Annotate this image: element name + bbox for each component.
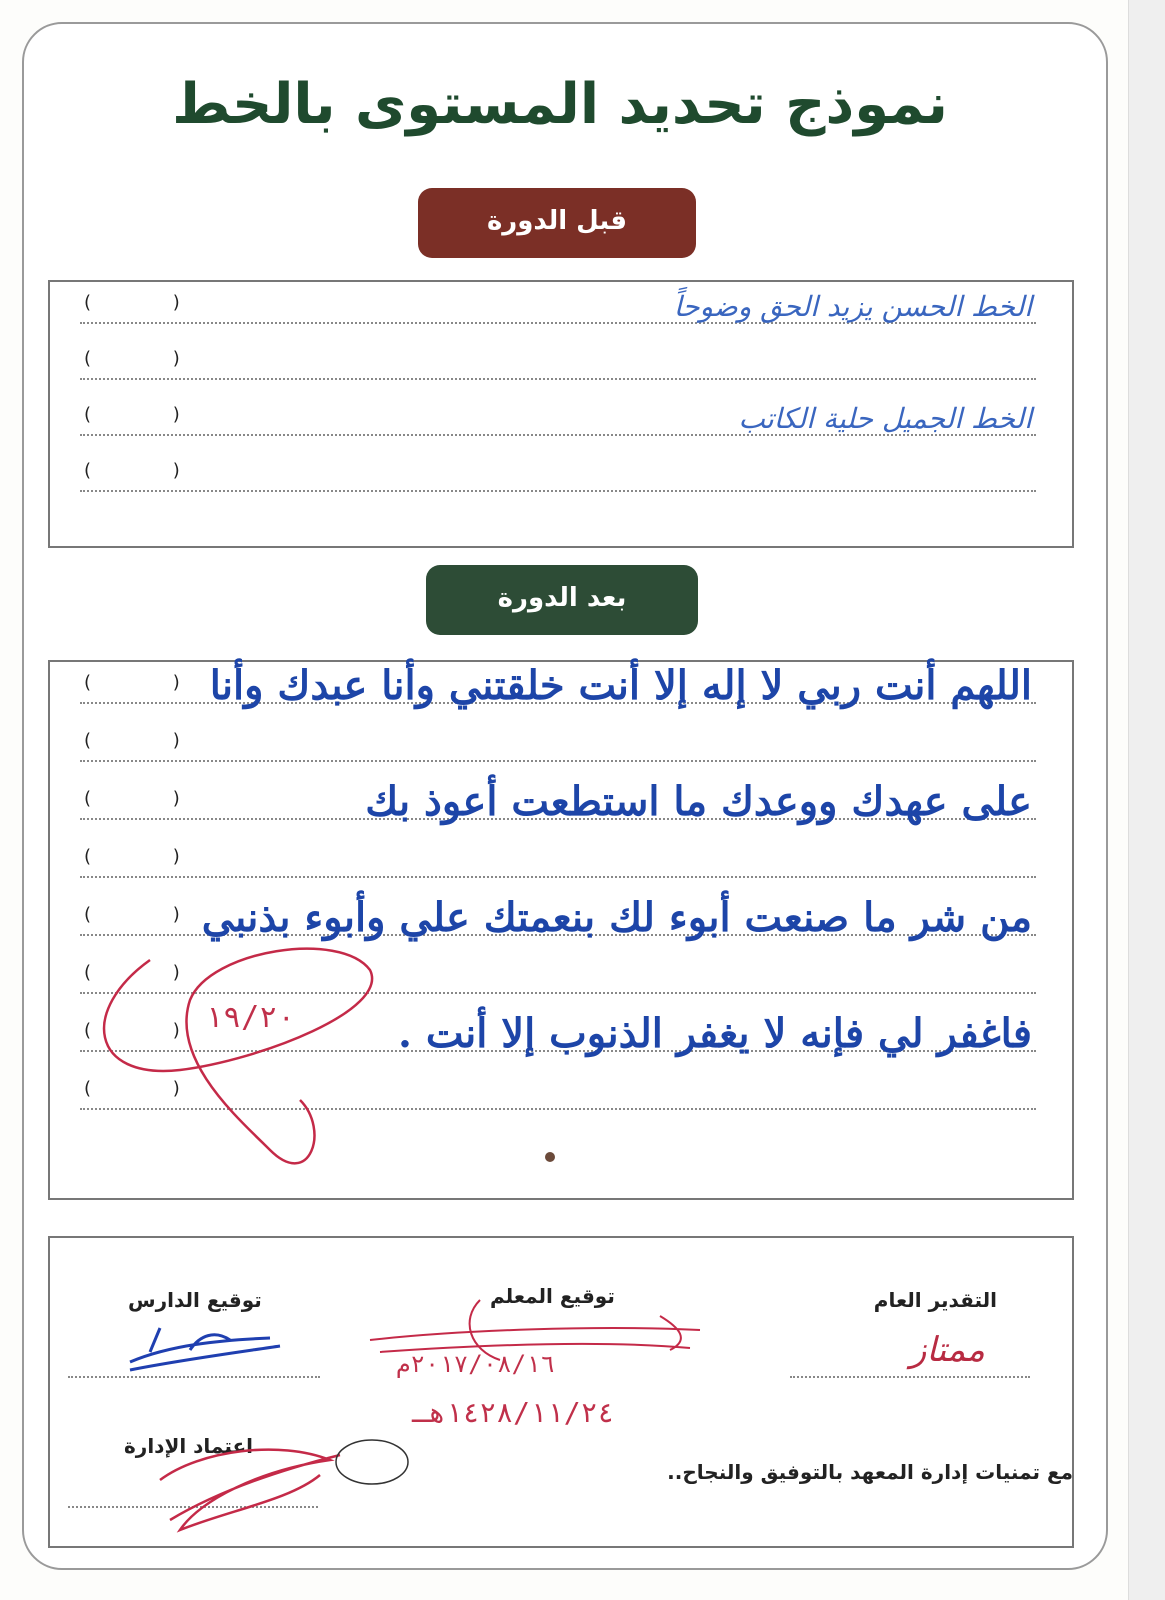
wishes-text: مع تمنيات إدارة المعهد بالتوفيق والنجاح.. [667, 1460, 1073, 1484]
ink-dot-icon [545, 1152, 555, 1162]
handwritten-line: فاغفر لي فإنه لا يغفر الذنوب إلا أنت . [397, 1010, 1032, 1057]
score-paren: ( ) [84, 1078, 218, 1099]
handwritten-line: الخط الحسن يزيد الحق وضوحاً [673, 290, 1032, 323]
after-course-badge: بعد الدورة [426, 565, 698, 635]
grade-mark: ١٩/٢٠ [205, 1000, 296, 1035]
score-paren: ( ) [84, 404, 218, 425]
score-paren: ( ) [84, 292, 218, 313]
score-paren: ( ) [84, 460, 218, 481]
handwritten-line: اللهم أنت ربي لا إله إلا أنت خلقتني وأنا عبدك وأنا [209, 662, 1032, 709]
admin-approval-label: اعتماد الإدارة [124, 1434, 254, 1458]
score-paren: ( ) [84, 904, 218, 925]
score-paren: ( ) [84, 730, 218, 751]
date-gregorian: ٢٠١٧/٠٨/١٦م [396, 1350, 555, 1378]
page-title: نموذج تحديد المستوى بالخط [172, 72, 948, 137]
teacher-mark-icon [104, 949, 372, 1164]
teacher-signature-icon [370, 1300, 700, 1360]
score-paren: ( ) [84, 1020, 218, 1041]
grade-value: ممتاز [910, 1330, 985, 1370]
admin-signature-icon [160, 1450, 340, 1530]
handwritten-line: من شر ما صنعت أبوء لك بنعمتك علي وأبوء بذنبي [201, 894, 1032, 941]
score-paren: ( ) [84, 348, 218, 369]
score-paren: ( ) [84, 846, 218, 867]
teacher-signature-label: توقيع المعلم [490, 1284, 615, 1308]
score-paren: ( ) [84, 672, 218, 693]
stamp-icon [336, 1440, 408, 1484]
date-hijri: ١٤٢٨/١١/٢٤هـ [412, 1396, 615, 1429]
handwritten-line: الخط الجميل حلية الكاتب [738, 402, 1032, 435]
score-paren: ( ) [84, 788, 218, 809]
general-grade-label: التقدير العام [873, 1288, 997, 1312]
score-paren: ( ) [84, 962, 218, 983]
handwritten-line: على عهدك ووعدك ما استطعت أعوذ بك [365, 778, 1032, 825]
before-course-badge: قبل الدورة [418, 188, 696, 258]
student-signature-icon [130, 1328, 280, 1370]
student-signature-label: توقيع الدارس [128, 1288, 262, 1312]
